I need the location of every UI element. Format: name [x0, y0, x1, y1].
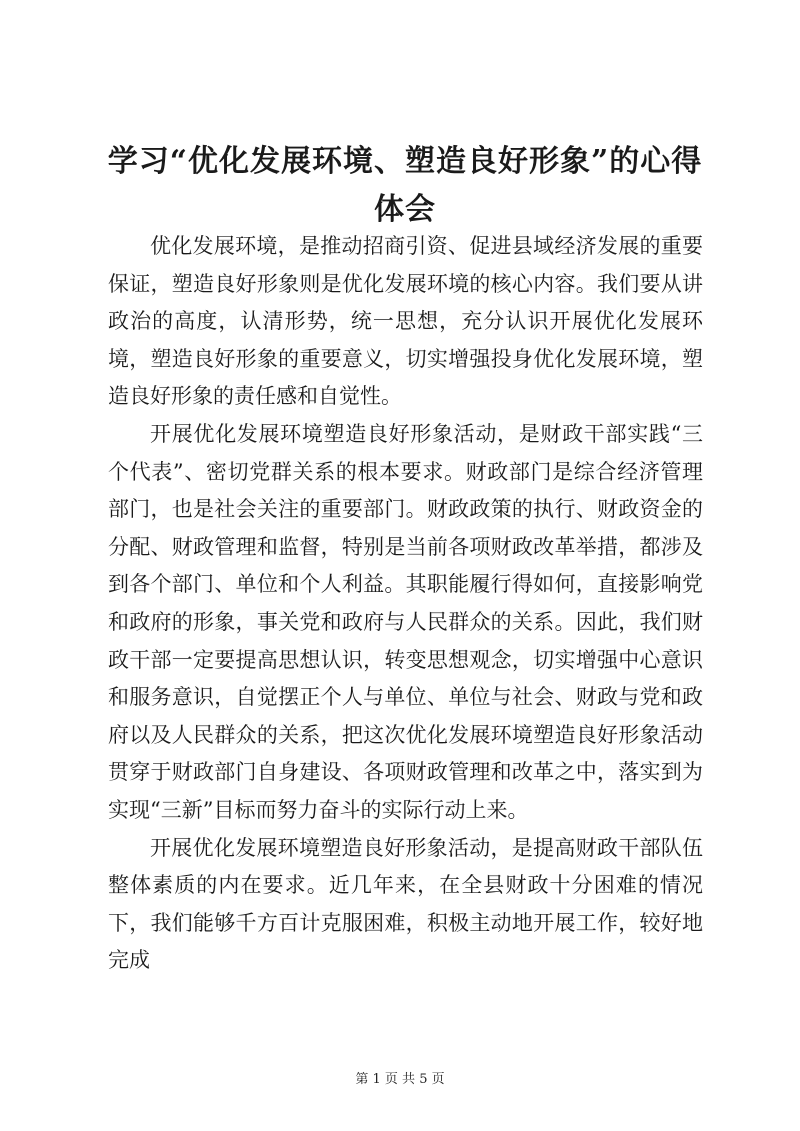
paragraph: 开展优化发展环境塑造良好形象活动，是财政干部实践“三个代表”、密切党群关系的根本要求。财政部门是综合经济管理部门，也是社会关注的重要部门。财政政策的执行、财政资金的分配、财政管理和监督，特别是当前各项财政改革举措，都涉及到各个部门、单位和个人利益。其职能履行得如何，直接影响党和政府的形象，事关党和政府与人民群众的关系。因此，我们财政干部一定要提高思想认识，转变思想观念，切实增强中心意识和服务意识，自觉摆正个人与单位、单位与社会、财政与党和政府以及人民群众的关系，把这次优化发展环境塑造良好形象活动贯穿于财政部门自身建设、各项财政管理和改革之中，落实到为实现“三新”目标而努力奋斗的实际行动上来。: [108, 421, 703, 822]
document-body: [108, 228, 703, 980]
page-footer: 第 1 页 共 5 页: [355, 1072, 445, 1087]
paragraph: 开展优化发展环境塑造良好形象活动，是提高财政干部队伍整体素质的内在要求。近几年来，在全县财政十分困难的情况下，我们能够千方百计克服困难，积极主动地开展工作，较好地完成: [108, 835, 703, 973]
paragraph: 优化发展环境，是推动招商引资、促进县域经济发展的重要保证，塑造良好形象则是优化发展环境的核心内容。我们要从讲政治的高度，认清形势，统一思想，充分认识开展优化发展环境，塑造良好形象的重要意义，切实增强投身优化发展环境，塑造良好形象的责任感和自觉性。: [108, 234, 703, 409]
document-title: 学习“优化发展环境、塑造良好形象”的心得体会: [107, 144, 703, 227]
